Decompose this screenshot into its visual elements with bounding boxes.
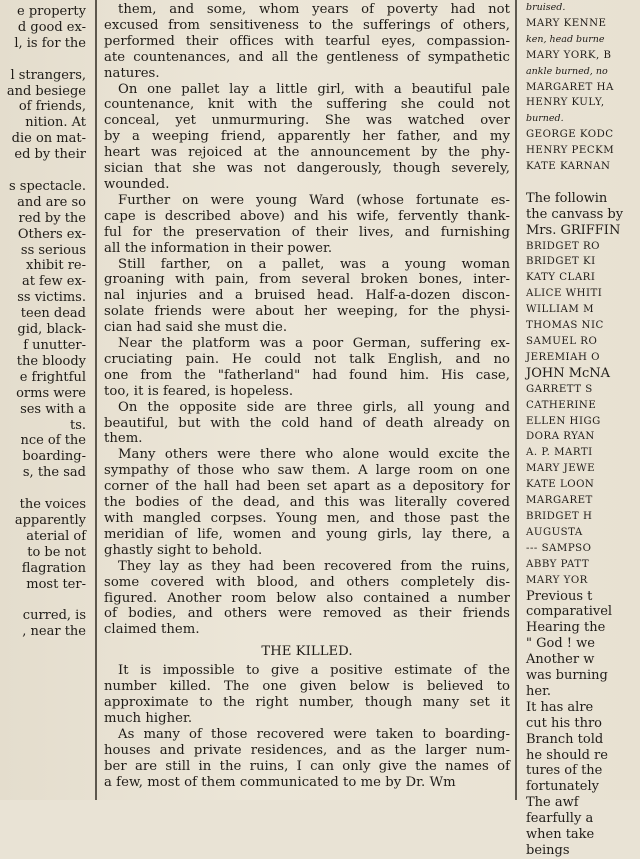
left-column-line: of friends, <box>18 99 86 115</box>
right-column-line: CATHERINE <box>526 399 597 411</box>
article-line: cian had said she must die. <box>104 320 288 336</box>
right-column-line: BRIDGET H <box>526 510 593 522</box>
right-column-line: Hearing the <box>526 620 606 636</box>
right-column-line: cut his thro <box>526 715 602 731</box>
left-column-line: nce of the <box>20 433 86 449</box>
right-column-line <box>522 175 640 191</box>
article-line: As many of those recovered were taken to boarding- <box>118 726 510 742</box>
article-line: Many others were there who alone would excite the <box>118 447 510 463</box>
article-line: approximate to the right number, though many set it <box>104 694 510 710</box>
article-line: cruciating pain. He could not talk English, and no <box>104 351 510 367</box>
left-column-line: and are so <box>17 194 86 210</box>
article-line: with mangled corpses. Young men, and those past the <box>104 511 510 526</box>
article-line: of bodies, and others were removed as their friends <box>104 606 510 622</box>
right-column-line: BRIDGET RO <box>526 240 600 252</box>
article-line: On one pallet lay a little girl, with a beautiful pale <box>118 81 510 97</box>
article-line: groaning with pain, from several broken bones, inter- <box>104 272 510 288</box>
left-column-line: apparently <box>14 512 86 528</box>
left-column-line: at few ex- <box>21 274 86 290</box>
article-line: some covered with blood, and others completely dis- <box>104 574 510 590</box>
left-column-line: d good ex- <box>17 19 86 35</box>
article-line: ghastly sight to behold. <box>104 542 263 558</box>
article-line: corner of the hall had been set apart as a depository for <box>104 479 510 495</box>
right-column-line: Previous t <box>526 588 593 604</box>
right-column <box>522 0 640 859</box>
right-column-line: It has alre <box>526 699 594 715</box>
article-line: countenance, knit with the suffering she could not <box>104 97 510 113</box>
left-column <box>0 0 92 800</box>
left-column-line: , near the <box>22 624 86 640</box>
left-column-line: aterial of <box>26 528 86 544</box>
right-column-line: ELLEN HIGG <box>526 415 601 427</box>
right-column-line: Mrs. GRIFFIN <box>526 222 621 238</box>
article-line: a few, most of them communicated to me by Dr. Wm <box>104 774 456 790</box>
left-column-line: to be not <box>27 544 86 560</box>
article-line: meridian of life, women and young girls, lay there, a <box>104 526 510 542</box>
left-column-line <box>0 481 92 497</box>
right-column-line: Another w <box>526 652 595 668</box>
article-line: too, it is feared, is hopeless. <box>104 383 294 399</box>
right-column-line: SAMUEL RO <box>526 336 598 348</box>
left-column-line: xhibit re- <box>26 258 86 274</box>
center-column <box>100 0 510 800</box>
right-column-line: JEREMIAH O <box>526 351 600 363</box>
right-column-line: tures of the <box>526 763 603 779</box>
right-column-line: MARY JEWE <box>526 463 596 475</box>
article-line: them, and some, whom years of poverty had not <box>118 2 510 17</box>
left-column-line: s spectacle. <box>8 178 86 194</box>
article-line: They lay as they had been recovered from the ruins, <box>118 558 510 574</box>
right-column-line: MARGARET HA <box>526 81 614 93</box>
right-column-line: The followin <box>526 190 608 206</box>
left-column-line: boarding- <box>22 449 86 465</box>
left-column-line: red by the <box>18 210 86 226</box>
article-line: sician that she was not dangerously, though severely, <box>104 161 510 177</box>
right-column-line: he should re <box>526 747 608 763</box>
right-column-line: THOMAS NIC <box>526 320 604 332</box>
article-line: performed their offices with tearful eyes, compassion- <box>104 33 510 49</box>
left-column-line: ses with a <box>20 401 86 417</box>
right-column-line: ABBY PATT <box>526 558 590 570</box>
article-line: natures. <box>104 65 160 81</box>
column-rule-left <box>95 0 97 800</box>
article-line: nal injuries and a bruised head. Half-a-dozen discon- <box>104 288 510 304</box>
article-line: conceal, yet unmurmuring. She was watched over <box>104 113 510 129</box>
left-column-line: e frightful <box>19 369 86 385</box>
right-column-line: BRIDGET KI <box>526 256 596 268</box>
right-column-line: comparativel <box>526 604 613 620</box>
left-column-line: teen dead <box>20 306 86 322</box>
right-column-line: The awf <box>526 795 579 811</box>
right-column-line: A. P. MARTI <box>526 447 593 459</box>
right-column-line: fearfully a <box>526 811 594 827</box>
right-column-line: KATY CLARI <box>526 272 596 284</box>
article-line: much higher. <box>104 710 193 726</box>
right-column-line: the canvass by <box>526 206 624 222</box>
article-line: On the opposite side are three girls, all young and <box>118 399 510 415</box>
right-column-line: HENRY KULY, <box>526 97 605 109</box>
right-column-line: ankle burned, no <box>526 65 608 77</box>
right-column-line: bruised. <box>526 2 566 13</box>
article-line: Still farther, on a pallet, was a young woman <box>118 256 510 272</box>
left-column-line: s, the sad <box>22 465 86 481</box>
article-line: wounded. <box>104 176 170 192</box>
left-column-line: e property <box>17 4 86 19</box>
article-line: Further on were young Ward (whose fortunate es- <box>118 192 510 208</box>
right-column-line: JOHN McNA <box>526 365 611 381</box>
article-line: heart was rejoiced at the announcement by the phy- <box>104 145 510 161</box>
left-column-line: Others ex- <box>17 226 86 242</box>
article-line: ful for the preservation of their lives, and furnishing <box>104 224 510 240</box>
right-column-line: MARY YOR <box>526 574 588 586</box>
left-column-line <box>0 163 92 179</box>
right-column-line: ken, head burne <box>526 33 605 45</box>
right-column-line: Branch told <box>526 731 604 747</box>
left-column-line: ss serious <box>20 242 86 258</box>
article-line: beautiful, but with the cold hand of death already on <box>104 415 510 431</box>
article-line: ate countenances, and all the gentleness of sympathetic <box>104 49 510 65</box>
left-column-line: f unutter- <box>23 338 86 353</box>
right-column-line: fortunately <box>526 779 599 795</box>
article-line: It is impossible to give a positive estimate of the <box>118 663 510 679</box>
article-line: sympathy of those who saw them. A large room on one <box>104 463 510 479</box>
left-column-line: die on mat- <box>11 131 86 147</box>
right-column-line: KATE KARNAN <box>526 161 611 173</box>
right-column-line: --- SAMPSO <box>526 542 592 554</box>
article-line: all the information in their power. <box>104 240 333 256</box>
left-column-line: most ter- <box>26 576 86 592</box>
article-line: by a weeping friend, apparently her father, and my <box>104 129 510 145</box>
left-column-line: nition. At <box>25 115 86 131</box>
right-column-line: her. <box>526 683 551 699</box>
right-column-line: WILLIAM M <box>526 304 595 316</box>
left-column-line: curred, is <box>22 608 86 624</box>
right-column-line: HENRY PECKM <box>526 145 615 157</box>
article-line: them. <box>104 431 143 447</box>
right-column-line: MARY YORK, B <box>526 49 612 61</box>
article-line: the bodies of the dead, and this was literally covered <box>104 495 510 511</box>
article-line: figured. Another room below also contained a number <box>104 590 510 606</box>
article-line: number killed. The one given below is believed to <box>104 679 510 695</box>
left-column-line: gid, black- <box>17 322 86 338</box>
section-heading: THE KILLED. <box>261 644 353 660</box>
right-column-line: MARY KENNE <box>526 17 607 29</box>
left-column-line: orms were <box>16 385 86 401</box>
right-column-line: ALICE WHITI <box>526 288 603 300</box>
right-column-line: KATE LOON <box>526 479 595 491</box>
article-line: cape is described above) and his wife, fervently thank- <box>104 208 510 224</box>
left-column-line: the voices <box>19 497 86 513</box>
article-line: claimed them. <box>104 622 200 638</box>
right-column-line: burned. <box>526 113 564 125</box>
right-column-line: AUGUSTA <box>526 526 583 538</box>
right-column-line: when take <box>526 827 595 843</box>
right-column-line: " God ! we <box>526 636 595 652</box>
left-column-line: the bloody <box>16 353 86 369</box>
left-column-line: l, is for the <box>14 35 86 51</box>
right-column-line: MARGARET <box>526 495 593 507</box>
left-column-line: ed by their <box>14 147 86 163</box>
left-column-line <box>0 52 92 68</box>
left-column-line: and besiege <box>6 83 86 99</box>
right-column-line: GEORGE KODC <box>526 129 614 141</box>
left-column-line: l strangers, <box>10 67 86 83</box>
article-line: excused from sensitiveness to the sufferings of others, <box>104 17 510 33</box>
right-column-line: DORA RYAN <box>526 431 595 443</box>
right-column-line: beings <box>526 843 570 859</box>
article-line: houses and private residences, and as the larger num- <box>104 742 510 758</box>
left-column-line <box>0 592 92 608</box>
right-column-line: was burning <box>526 668 608 684</box>
column-rule-right <box>515 0 517 800</box>
right-column-line: GARRETT S <box>526 383 593 395</box>
left-column-line: flagration <box>21 560 86 576</box>
article-line: one from the "fatherland" had found him. His case, <box>104 367 510 383</box>
article-line: Near the platform was a poor German, suffering ex- <box>118 336 510 352</box>
article-line: solate friends were about her weeping, for the physi- <box>104 304 510 320</box>
article-line: ber are still in the ruins, I can only give the names of <box>104 758 510 774</box>
left-column-line: ss victims. <box>17 290 86 306</box>
left-column-line: ts. <box>69 417 86 433</box>
